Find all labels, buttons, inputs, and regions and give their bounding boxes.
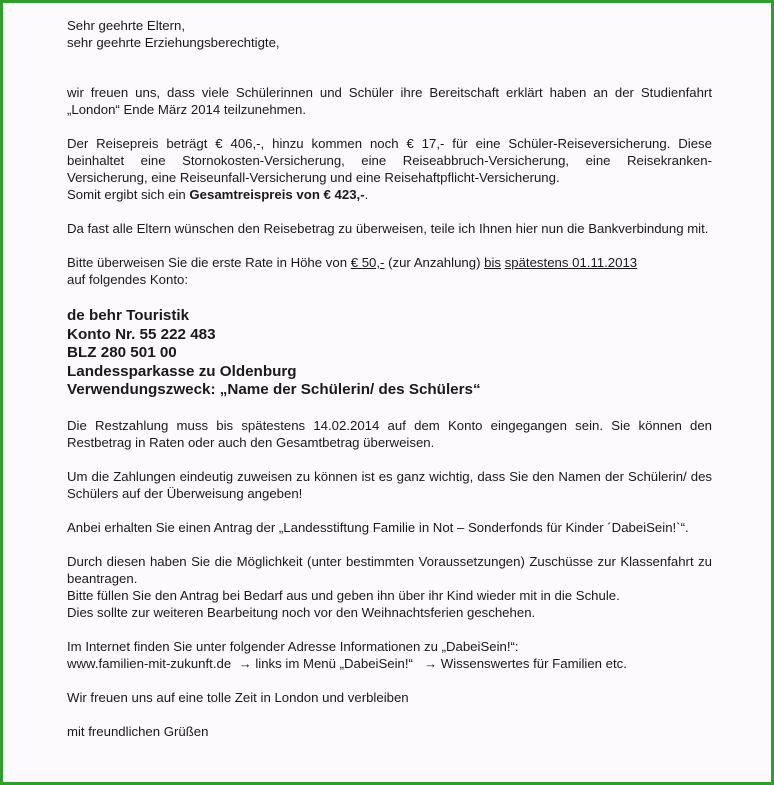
closing-line-1: Wir freuen uns auf eine tolle Zeit in London und verbleiben — [67, 689, 409, 705]
antrag-paragraph: Anbei erhalten Sie einen Antrag der „Landesstiftung Familie in Not – Sonderfonds für Kinder ´DabeiSein!`“. — [67, 519, 689, 535]
bank-name: Landessparkasse zu Oldenburg — [67, 362, 297, 380]
closing-line-2: mit freundlichen Grüßen — [67, 723, 209, 739]
letter-body — [67, 17, 712, 740]
rate-bis: bis — [484, 255, 501, 270]
internet-line-2 — [67, 655, 712, 672]
bank-purpose: Verwendungszweck: „Name der Schülerin/ des Schülers“ — [67, 381, 481, 398]
zuschuss-line-3: Dies sollte zur weiteren Bearbeitung noch vor den Weihnachtsferien geschehen. — [67, 604, 536, 620]
total-price-line: Somit ergibt sich ein Gesamtreispreis von € 423,-. — [67, 187, 369, 202]
rate-line: Bitte überweisen Sie die erste Rate in Höhe von € 50,- (zur Anzahlung) bis spätestens 01.11.2013 — [67, 255, 638, 270]
bank-details — [67, 307, 712, 400]
transfer-paragraph: Da fast alle Eltern wünschen den Reisebetrag zu überweisen, teile ich Ihnen hier nun die Bankverbindung mit. — [67, 221, 709, 236]
menu-target: Wissenswertes für Familien etc. — [440, 655, 627, 671]
greeting-line-1: Sehr geehrte Eltern, — [67, 18, 186, 33]
zuschuss-line-2: Bitte füllen Sie den Antrag bei Bedarf aus und geben ihn über ihr Kind wieder mit in die Schule. — [67, 587, 620, 603]
website-url: www.familien-mit-zukunft.de — [67, 655, 232, 671]
arrow-right-icon: → — [238, 655, 252, 671]
arrow-right-icon: → — [423, 655, 438, 671]
internet-line-1: Im Internet finden Sie unter folgender Adresse Informationen zu „DabeiSein!“: — [67, 638, 519, 654]
rate-line-2: auf folgendes Konto: — [67, 272, 188, 287]
menu-path: links im Menü „DabeiSein!“ — [255, 655, 413, 671]
rate-amount: € 50,- — [350, 255, 385, 270]
bank-recipient: de behr Touristik — [67, 307, 190, 324]
intro-paragraph: wir freuen uns, dass viele Schülerinnen und Schüler ihre Bereitschaft erklärt haben an der Studienfahrt „London“ Ende März 2014 teilzunehmen. — [67, 85, 712, 117]
rate-deadline: spätestens 01.11.2013 — [504, 255, 638, 270]
names-paragraph: Um die Zahlungen eindeutig zuweisen zu können ist es ganz wichtig, dass Sie den Namen der Schülerin/ des Schülers auf der Überweisung angeben! — [67, 468, 712, 501]
bank-blz: BLZ 280 501 00 — [67, 344, 177, 361]
greeting-line-2: sehr geehrte Erziehungsberechtigte, — [67, 35, 280, 50]
bank-account: Konto Nr. 55 222 483 — [67, 325, 216, 343]
rest-paragraph: Die Restzahlung muss bis spätestens 14.02.2014 auf dem Konto eingegangen sein. Sie können den Restbetrag in Raten oder auch den Gesamtbetrag überweisen. — [67, 417, 712, 450]
zuschuss-paragraph: Durch diesen haben Sie die Möglichkeit (unter bestimmten Voraussetzungen) Zuschüsse zur Klassenfahrt zu beantragen. — [67, 553, 712, 586]
price-paragraph: Der Reisepreis beträgt € 406,-, hinzu kommen noch € 17,- für eine Schüler-Reiseversicherung. Diese beinhaltet eine Stornokosten-Versicherung, eine Reiseabbruch-Versicherung, eine Reisekranken-Versicherung, eine Reiseunfall-Versicherung und eine Reisehaftpflicht-Versicherung. — [67, 136, 712, 185]
total-price: Gesamtreispreis von € 423,- — [189, 187, 365, 202]
